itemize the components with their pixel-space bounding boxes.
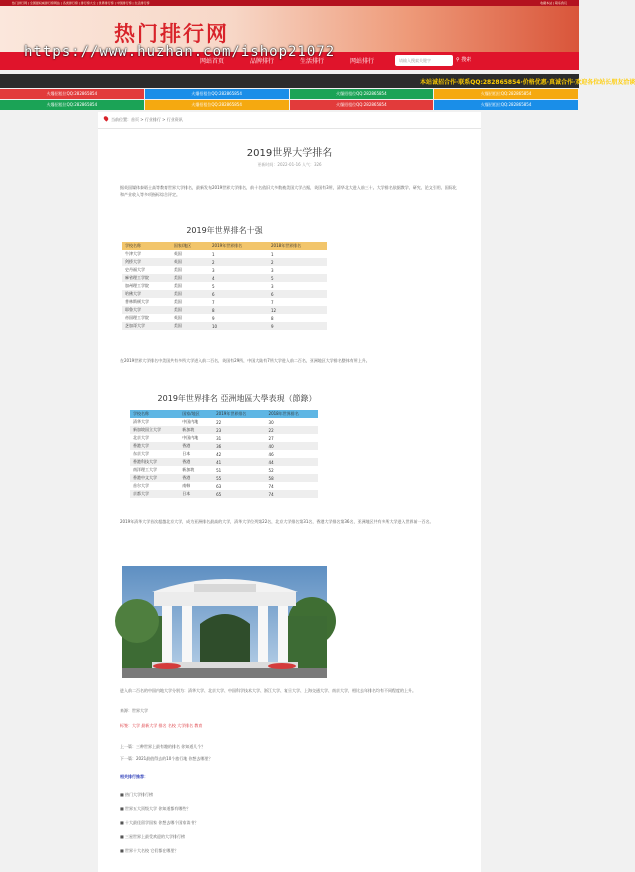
table-cell: 史丹福大学 bbox=[125, 267, 145, 272]
table-row bbox=[122, 274, 327, 282]
table-cell: 3 bbox=[211, 267, 215, 273]
table-cell: 58 bbox=[266, 474, 318, 482]
article-intro: 据英国媒体泰晤士高等教育世界大学排名，最新发布2019世界大学排名，前十名依旧大多数被美国大学占据，英国有3所，清华北大进入前三十。大学排名依据教学、研究、论文引用、国际化和产业收入等多项指标综合评定。 bbox=[120, 185, 457, 197]
nav-item-life[interactable]: 生活排行 bbox=[300, 58, 325, 65]
ad-banner[interactable]: 火爆招租位QQ:282865854 bbox=[145, 89, 289, 99]
table-cell: 51 bbox=[216, 467, 222, 473]
table-cell: 英国 bbox=[173, 315, 182, 320]
search-button-label: 搜索 bbox=[461, 57, 472, 63]
related-title: 相关排行推荐： bbox=[120, 774, 148, 779]
table-cell: 22 bbox=[216, 419, 222, 425]
table-cell: 清华大学 bbox=[133, 419, 149, 424]
table-row bbox=[130, 426, 318, 434]
ad-banner[interactable]: 火爆招租位QQ:282865854 bbox=[290, 100, 434, 110]
table-cell: 9 bbox=[268, 322, 327, 330]
table-header-cell: 国家/地区 bbox=[179, 410, 213, 418]
table-cell: 新加坡国立大学 bbox=[130, 426, 179, 434]
table-cell: 南韩 bbox=[182, 483, 191, 488]
ad-banner[interactable]: 火爆招租位QQ:282865854 bbox=[434, 100, 578, 110]
table-cell: 6 bbox=[268, 290, 327, 298]
table-cell: 剑桥大学 bbox=[122, 258, 171, 266]
breadcrumb bbox=[104, 116, 183, 123]
table-cell: 1 bbox=[270, 251, 274, 257]
nav-item-brand[interactable]: 品牌排行 bbox=[250, 58, 275, 65]
related-item[interactable]: ■ 热门大学排行榜 bbox=[120, 792, 154, 797]
search-input[interactable]: 请输入搜索关键字 bbox=[395, 55, 453, 66]
ad-row-1 bbox=[0, 89, 579, 99]
table-cell: 香港大学 bbox=[130, 442, 179, 450]
related-item[interactable]: ■ 世界十大名校 它们都在哪里？ bbox=[120, 848, 179, 853]
table-row bbox=[130, 466, 318, 474]
site-logo[interactable]: 热门排行网 bbox=[114, 22, 229, 46]
table-header-cell: 2019年世界排名 bbox=[209, 242, 268, 250]
table-row bbox=[122, 306, 327, 314]
table-cell: 南洋理工大学 bbox=[133, 467, 157, 472]
ad-banner[interactable]: 火爆招租位QQ:282865854 bbox=[290, 89, 434, 99]
table-header-row bbox=[122, 242, 327, 250]
table-cell: 美国 bbox=[171, 274, 209, 282]
table-cell: 香港 bbox=[179, 474, 213, 482]
article-paragraph-4: 进入前二百名的中国内地大学分别为：清华大学、北京大学、中国科学技术大学、浙江大学、复旦大学、上海交通大学、南京大学，相比去年排名均有不同程度的上升。 bbox=[120, 688, 416, 693]
table-cell: 5 bbox=[211, 283, 215, 289]
table1-title: 2019年世界排名十强 bbox=[186, 226, 263, 235]
table-cell: 英国 bbox=[173, 251, 182, 256]
watermark-text: https://www.huzhan.com/ishop21072 bbox=[24, 44, 336, 60]
table-cell: 首尔大学 bbox=[133, 483, 149, 488]
table-cell: 74 bbox=[266, 490, 318, 498]
table-cell: 美国 bbox=[171, 322, 209, 330]
table-row bbox=[130, 490, 318, 498]
table-header-cell: 学校名称 bbox=[130, 410, 179, 418]
table-row bbox=[130, 450, 318, 458]
table-cell: 香港 bbox=[179, 442, 213, 450]
table-cell: 6 bbox=[209, 290, 268, 298]
gate-illustration bbox=[122, 566, 327, 678]
table-cell: 74 bbox=[268, 483, 274, 489]
table-cell: 4 bbox=[209, 274, 268, 282]
table-cell: 2 bbox=[268, 258, 327, 266]
related-item[interactable]: ■ 三星世界上最受欢迎的大学排行榜 bbox=[120, 834, 186, 839]
table-row bbox=[122, 282, 327, 290]
table-header-cell: 2018年世界排名 bbox=[266, 410, 318, 418]
table-cell: 9 bbox=[211, 315, 215, 321]
table-cell: 65 bbox=[213, 490, 265, 498]
table-cell: 42 bbox=[216, 451, 222, 457]
ad-banner-area bbox=[0, 89, 579, 110]
table-cell: 8 bbox=[209, 306, 268, 314]
table-row bbox=[130, 458, 318, 466]
table-row bbox=[122, 314, 327, 322]
ad-banner[interactable]: 火爆招租位QQ:282865854 bbox=[0, 100, 144, 110]
table-row bbox=[130, 434, 318, 442]
table-header-cell: 学校名称 bbox=[122, 242, 171, 250]
table-cell: 44 bbox=[266, 458, 318, 466]
ticker-text[interactable]: 本站诚招合作·联系QQ:282865854·价格优惠·真诚合作·欢迎各位站长朋友洽谈 bbox=[420, 79, 635, 86]
table-cell: 31 bbox=[216, 435, 222, 441]
search-icon: ⚲ bbox=[456, 57, 460, 63]
article-paragraph-3: 2019年清华大学首次超越北京大学，成为亚洲排名最高的大学，清华大学位列第22名，北京大学排名第31名，香港大学排名第36名，亚洲地区共有多所大学进入世界前一百名。 bbox=[120, 519, 434, 524]
table-row bbox=[130, 474, 318, 482]
table-cell: 京都大学 bbox=[130, 490, 179, 498]
table-header-cell: 2018年世界排名 bbox=[268, 242, 327, 250]
ad-banner[interactable]: 火爆招租位QQ:282865854 bbox=[434, 89, 578, 99]
table-cell: 帝国理工学院 bbox=[125, 315, 149, 320]
article-title: 2019世界大学排名 bbox=[246, 148, 333, 159]
table-row bbox=[122, 266, 327, 274]
table-cell: 1 bbox=[211, 251, 215, 257]
table-header-cell: 2019年世界排名 bbox=[213, 410, 265, 418]
table-cell: 3 bbox=[270, 283, 274, 289]
table-cell: 52 bbox=[268, 467, 274, 473]
table-cell: 哈佛大学 bbox=[122, 290, 171, 298]
article-tags[interactable]: 标签：大学 最新大学 排名 名校 大学排名 教育 bbox=[120, 723, 203, 728]
ranking-table-top10 bbox=[122, 242, 327, 330]
table-row bbox=[122, 298, 327, 306]
table-cell: 5 bbox=[268, 274, 327, 282]
article-paragraph-2: 在2019世界大学排名中美国共有多所大学进入前二百名，英国有29所，中国大陆有7所大学进入前二百名，亚洲地区大学排名整体有所上升。 bbox=[120, 358, 370, 363]
university-gate-photo bbox=[122, 566, 327, 678]
ad-row-2 bbox=[0, 100, 579, 110]
table-cell: 加州理工学院 bbox=[125, 283, 149, 288]
table-row bbox=[130, 418, 318, 426]
article-source: 来源：世界大学 bbox=[120, 708, 148, 713]
related-item[interactable]: ■ 世界五大顶级大学 你知道都有哪些？ bbox=[120, 806, 191, 811]
ad-banner[interactable]: 火爆招租位QQ:282865854 bbox=[0, 89, 144, 99]
table-cell: 中国内地 bbox=[182, 435, 199, 440]
table-cell: 芝加哥大学 bbox=[122, 322, 171, 330]
related-item[interactable]: ■ 十大最佳留学国家 你想去哪个国家读书？ bbox=[120, 820, 199, 825]
table-cell: 香港科技大学 bbox=[130, 458, 179, 466]
table-cell: 东京大学 bbox=[133, 451, 149, 456]
table-row bbox=[130, 442, 318, 450]
table-cell: 63 bbox=[216, 483, 222, 489]
divider bbox=[98, 128, 481, 129]
table-cell: 7 bbox=[270, 299, 274, 305]
table-cell: 2 bbox=[209, 258, 268, 266]
table-cell: 7 bbox=[211, 299, 215, 305]
location-pin-icon bbox=[103, 115, 109, 121]
table-cell: 北京大学 bbox=[133, 435, 149, 440]
table-cell: 55 bbox=[213, 474, 265, 482]
table-cell: 美国 bbox=[171, 290, 209, 298]
table-header-cell: 国家/地区 bbox=[171, 242, 209, 250]
scrolling-ticker bbox=[0, 74, 635, 88]
table-row bbox=[122, 250, 327, 258]
table-cell: 新加坡 bbox=[182, 467, 195, 472]
table-cell: 牛津大学 bbox=[125, 251, 141, 256]
table-cell: 美国 bbox=[171, 306, 209, 314]
table-cell: 美国 bbox=[173, 299, 182, 304]
prev-article-link[interactable]: 上一篇：三种世界上最有趣的排名 你知道几个？ bbox=[120, 744, 206, 749]
table-cell: 香港 bbox=[179, 458, 213, 466]
table-cell: 3 bbox=[270, 267, 274, 273]
table-cell: 美国 bbox=[173, 283, 182, 288]
table-cell: 耶鲁大学 bbox=[122, 306, 171, 314]
table-cell: 46 bbox=[268, 451, 274, 457]
table-cell: 10 bbox=[209, 322, 268, 330]
table-cell: 日本 bbox=[179, 490, 213, 498]
table-cell: 40 bbox=[266, 442, 318, 450]
table-row bbox=[122, 290, 327, 298]
table-cell: 36 bbox=[213, 442, 265, 450]
top-bar-right-links[interactable]: 收藏本站 | 联系我们 bbox=[540, 1, 567, 5]
table-cell: 22 bbox=[266, 426, 318, 434]
table-cell: 27 bbox=[268, 435, 274, 441]
table-row bbox=[122, 322, 327, 330]
table-row bbox=[130, 482, 318, 490]
article-meta: 更新时间：2022-01-16 人气：326 bbox=[257, 162, 322, 167]
table-cell: 麻省理工学院 bbox=[122, 274, 171, 282]
search-button[interactable] bbox=[456, 55, 471, 66]
table-cell: 香港中文大学 bbox=[130, 474, 179, 482]
next-article-link[interactable]: 下一篇：2021最值得去的10个旅行地 你想去哪里？ bbox=[120, 756, 213, 761]
top-bar-left-text: 热门排行网 | 全国最权威排行榜网站 | 各类排行榜 | 排行榜大全 | 世界排行榜 | 中国排行榜 | 生活排行榜 bbox=[12, 1, 150, 5]
table-cell: 美国 bbox=[173, 267, 182, 272]
table-cell: 中国内地 bbox=[182, 419, 199, 424]
table-cell: 41 bbox=[213, 458, 265, 466]
table-header-row bbox=[130, 410, 318, 418]
table-row bbox=[122, 258, 327, 266]
table-cell: 23 bbox=[213, 426, 265, 434]
nav-item-home[interactable]: 网站首页 bbox=[200, 58, 225, 65]
breadcrumb-text[interactable]: 当前位置：首页 > 行业排行 > 行业资讯 bbox=[111, 117, 183, 122]
table-cell: 30 bbox=[268, 419, 274, 425]
table-cell: 8 bbox=[270, 315, 274, 321]
table-cell: 日本 bbox=[182, 451, 191, 456]
nav-item-web[interactable]: 网站排行 bbox=[350, 58, 375, 65]
ranking-table-asia bbox=[130, 410, 318, 498]
table-cell: 普林斯顿大学 bbox=[125, 299, 149, 304]
ad-banner[interactable]: 火爆招租位QQ:282865854 bbox=[145, 100, 289, 110]
table-cell: 英国 bbox=[171, 258, 209, 266]
article-container bbox=[98, 112, 481, 872]
table2-title: 2019年世界排名 亞洲地區大學表現（節錄） bbox=[157, 394, 317, 403]
table-cell: 新加坡 bbox=[179, 426, 213, 434]
table-cell: 12 bbox=[268, 306, 327, 314]
